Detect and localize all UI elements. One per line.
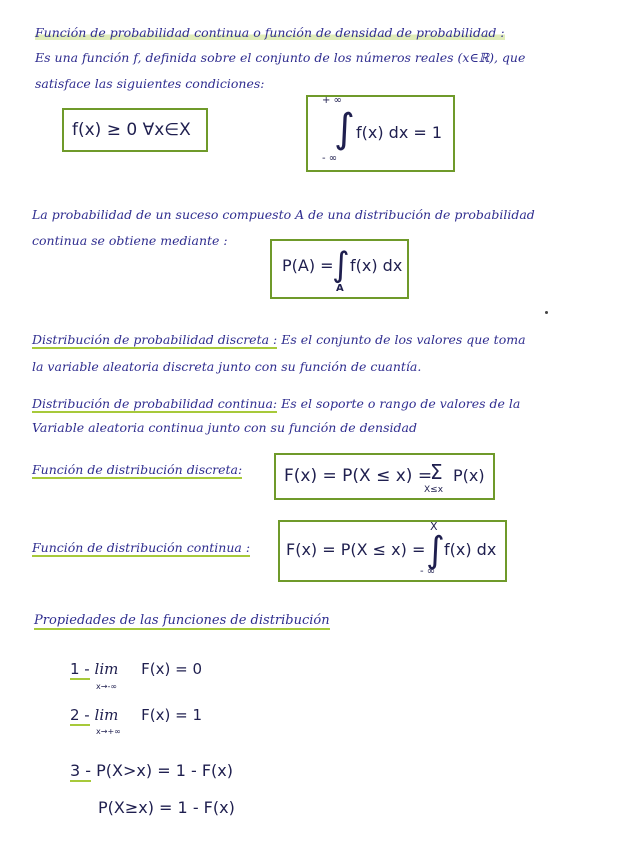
property-3-expr: P(X>x) = 1 - F(x) [96,761,233,780]
continuous-line2: Variable aleatoria continua junto con su función de densidad [32,420,417,435]
property-1-sub: x→-∞ [96,682,117,691]
cdf-discrete-sum-symbol: Σ [430,460,443,484]
cdf-continuous-body: f(x) dx [444,540,497,559]
property-3-number: 3 - [70,761,92,780]
condition-nonnegative-box [62,108,208,152]
discrete-term: Distribución de probabilidad discreta : [32,332,278,347]
cdf-continuous-label: Función de distribución continua : [32,540,251,555]
properties-title: Propiedades de las funciones de distribución [34,613,330,628]
condition-nonnegative: f(x) ≥ 0 ∀x∈X [72,120,191,140]
intro-line2: Es una función f, definida sobre el conjunto de los números reales (x∈ℝ), que [35,50,526,65]
continuous-definition [32,396,520,411]
integral-sign: ∫ [334,106,355,152]
discrete-def-rest: Es el conjunto de los valores que toma [277,332,526,347]
cdf-discrete-sum-lower: X≤x [424,485,444,495]
property-2 [70,706,202,724]
property-1 [70,660,202,678]
property-1-expr: F(x) = 0 [141,660,202,678]
continuous-term: Distribución de probabilidad continua: [32,396,278,411]
probability-line2: continua se obtiene mediante : [32,233,228,248]
probability-formula-left: P(A) = [282,256,334,275]
property-3 [70,761,233,780]
property-2-number: 2 - [70,706,90,724]
probability-formula-lower: A [336,283,344,294]
property-2-sub: x→+∞ [96,727,121,736]
intro-heading: Función de probabilidad continua o función de densidad de probabilidad : [35,25,505,40]
probability-formula-box [270,239,409,299]
intro-line3: satisface las siguientes condiciones: [35,76,265,91]
cdf-continuous-lower: - ∞ [420,566,436,577]
probability-formula-body: f(x) dx [350,256,403,275]
integral-upper: + ∞ [322,95,342,106]
probability-line1: La probabilidad de un suceso compuesto A de una distribución de probabilidad [32,207,535,222]
probability-integral-sign: ∫ [332,245,350,285]
cdf-continuous-upper: X [430,520,438,533]
cdf-discrete-sum-body: P(x) [453,466,485,485]
stray-dot [545,311,548,314]
cdf-discrete-box [274,453,495,500]
property-2-lim: lim [94,706,119,724]
discrete-line2: la variable aleatoria discreta junto con su función de cuantía. [32,359,422,374]
property-1-lim: lim [94,660,119,678]
property-2-expr: F(x) = 1 [141,706,202,724]
cdf-discrete-label: Función de distribución discreta: [32,462,243,477]
discrete-definition [32,332,526,347]
property-1-number: 1 - [70,660,90,678]
property-3b: P(X≥x) = 1 - F(x) [98,798,235,817]
continuous-def-rest: Es el soporte o rango de valores de la [277,396,521,411]
cdf-discrete-formula: F(x) = P(X ≤ x) = [284,466,433,486]
integral-body: f(x) dx = 1 [356,123,443,142]
cdf-continuous-formula: F(x) = P(X ≤ x) = [286,540,426,559]
condition-integral-box [306,95,455,172]
integral-lower: - ∞ [322,153,338,164]
cdf-continuous-box [278,520,507,582]
cdf-continuous-integral-sign: ∫ [426,530,445,571]
